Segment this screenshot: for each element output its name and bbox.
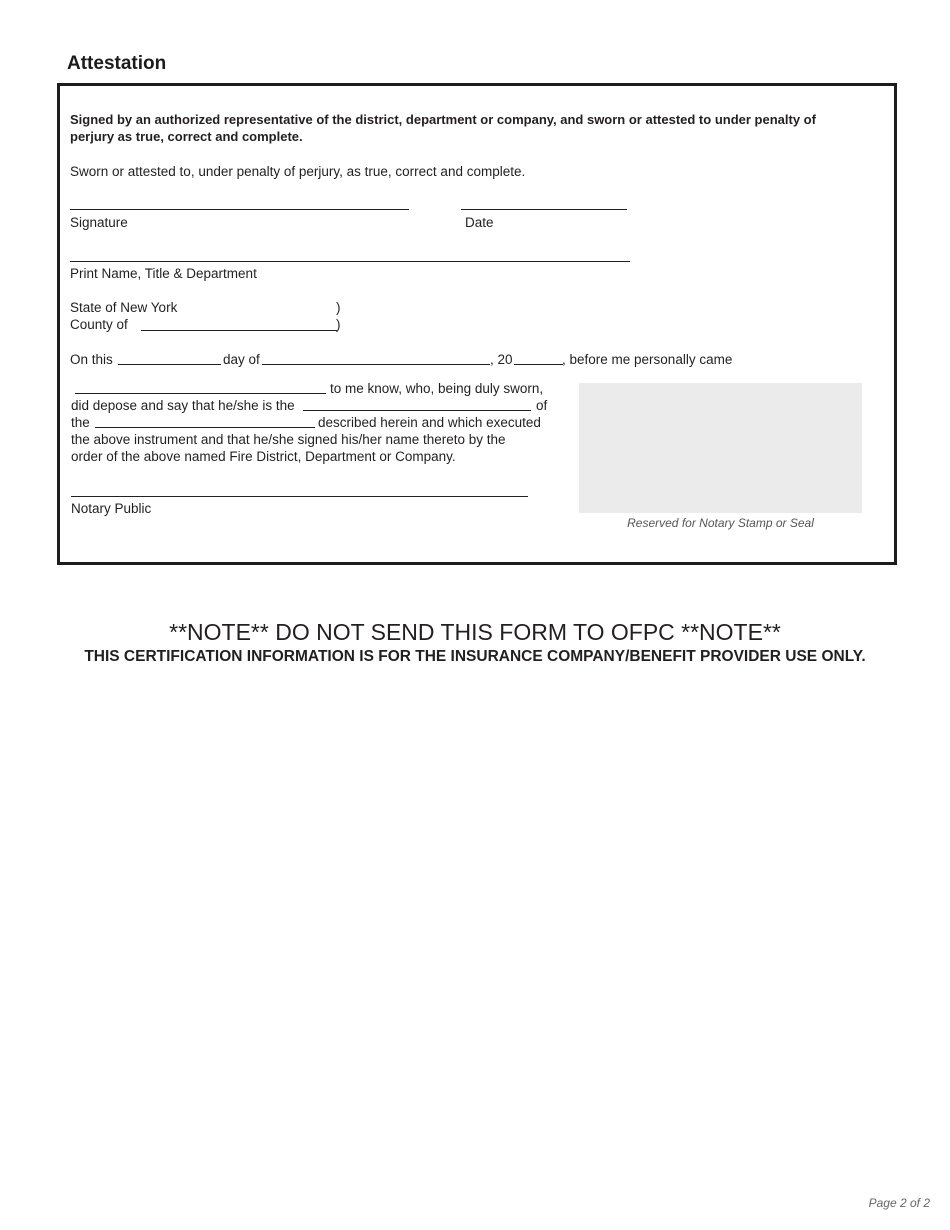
notary-line-3: described herein and which executed: [318, 415, 541, 430]
print-name-line[interactable]: [70, 261, 630, 262]
day-of-label: day of: [223, 352, 260, 367]
signature-line[interactable]: [70, 209, 409, 210]
notary-line-5: order of the above named Fire District, Department or Company.: [71, 449, 456, 464]
note-subheading: THIS CERTIFICATION INFORMATION IS FOR THE INSURANCE COMPANY/BENEFIT PROVIDER USE ONLY.: [84, 648, 866, 665]
sworn-statement: Sworn or attested to, under penalty of perjury, as true, correct and complete.: [70, 164, 526, 179]
county-line[interactable]: [141, 330, 337, 331]
year-line[interactable]: [514, 364, 563, 365]
month-line[interactable]: [262, 364, 490, 365]
notary-line-2-of: of: [536, 398, 548, 413]
section-title: Attestation: [67, 53, 167, 74]
intro-statement: Signed by an authorized representative of the district, department or company, and sworn or attested to under penalty of perjury as true, correct and complete.: [70, 112, 816, 144]
year-label: , 20: [490, 352, 513, 367]
page-number: Page 2 of 2: [868, 1196, 930, 1210]
note-heading: **NOTE** DO NOT SEND THIS FORM TO OFPC **NOTE**: [169, 619, 781, 645]
notary-public-label: Notary Public: [71, 501, 152, 516]
company-line[interactable]: [95, 427, 315, 428]
state-label: State of New York: [70, 300, 178, 315]
notary-line-1: to me know, who, being duly sworn,: [330, 381, 544, 396]
notary-stamp-area: [579, 383, 862, 513]
before-me-label: , before me personally came: [562, 352, 733, 367]
title-line[interactable]: [303, 410, 531, 411]
county-paren: ): [336, 317, 341, 332]
date-line[interactable]: [461, 209, 627, 210]
notary-line-4: the above instrument and that he/she signed his/her name thereto by the: [71, 432, 506, 447]
print-name-label: Print Name, Title & Department: [70, 266, 257, 281]
notary-line-2: did depose and say that he/she is the: [71, 398, 295, 413]
stamp-caption: Reserved for Notary Stamp or Seal: [627, 516, 814, 530]
notary-line-3-the: the: [71, 415, 90, 430]
day-line[interactable]: [118, 364, 221, 365]
on-this-label: On this: [70, 352, 113, 367]
county-label: County of: [70, 317, 128, 332]
date-label: Date: [465, 215, 494, 230]
notary-signature-line[interactable]: [71, 496, 528, 497]
state-paren: ): [336, 300, 341, 315]
signature-label: Signature: [70, 215, 128, 230]
person-name-line[interactable]: [75, 393, 326, 394]
